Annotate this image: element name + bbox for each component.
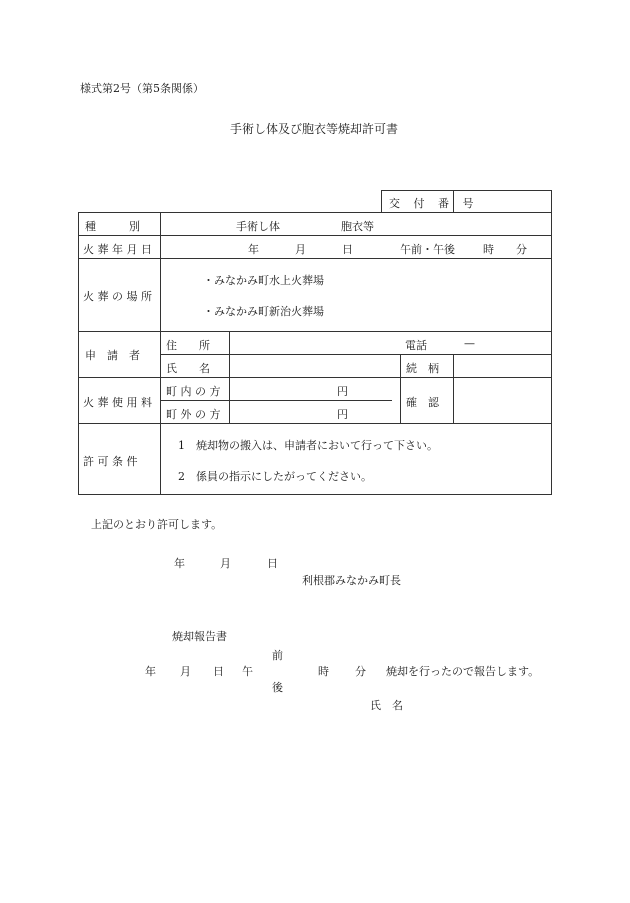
kind-label: 種 別 [85,220,140,233]
fee-inside-label: 町 内 の 方 [166,385,221,398]
report-am: 前 [272,649,283,662]
conditions-label: 許 可 条 件 [83,455,138,468]
report-name-label: 氏 名 [370,699,403,712]
date-day: 日 [342,243,353,256]
place-label: 火 葬 の 場 所 [83,290,152,303]
condition-item-2: 2 係員の指示にしたがってください。 [178,470,372,483]
date-month: 月 [295,243,306,256]
tel-dash: — [464,337,475,350]
report-go: 午 [242,665,253,678]
applicant-label: 申 請 者 [85,349,140,362]
permit-statement: 上記のとおり許可します。 [91,518,223,531]
report-hour: 時 [318,665,329,678]
relation-label: 続 柄 [406,362,439,375]
condition-item-1: 1 焼却物の搬入は、申請者において行って下さい。 [178,439,438,452]
place-option-minakami: ・みなかみ町水上火葬場 [203,274,324,287]
fee-outside-label: 町 外 の 方 [166,408,221,421]
tel-label: 電話 [405,339,427,352]
date-ampm: 午前・午後 [400,243,455,256]
name-label: 氏 名 [166,362,210,375]
confirm-label: 確 認 [406,396,439,409]
fee-label: 火 葬 使 用 料 [83,396,152,409]
report-text: 焼却を行ったので報告します。 [386,665,540,678]
kind-option-surgical: 手術し体 [236,220,280,233]
cremation-date-label: 火 葬 年 月 日 [83,243,152,256]
address-label: 住 所 [166,339,210,352]
date-minute: 分 [516,243,527,256]
date-year: 年 [248,243,259,256]
report-pm: 後 [272,681,283,694]
place-option-niiharu: ・みなかみ町新治火葬場 [203,305,324,318]
report-minute: 分 [355,665,366,678]
report-day: 日 [213,665,224,678]
kind-option-placenta: 胞衣等 [341,220,374,233]
fee-inside-yen: 円 [337,385,348,398]
document-title: 手術し体及び胞衣等焼却許可書 [230,122,399,136]
permit-date-day: 日 [267,557,278,570]
permit-date-year: 年 [174,557,185,570]
report-month: 月 [180,665,191,678]
fee-outside-yen: 円 [337,408,348,421]
permit-date-month: 月 [220,557,231,570]
issue-number-label: 交 付 番 号 [389,197,479,210]
form-number: 様式第2号（第5条関係） [80,82,204,95]
issuing-authority: 利根郡みなかみ町長 [302,574,401,587]
date-hour: 時 [483,243,494,256]
report-year: 年 [145,665,156,678]
report-title: 焼却報告書 [172,630,227,643]
